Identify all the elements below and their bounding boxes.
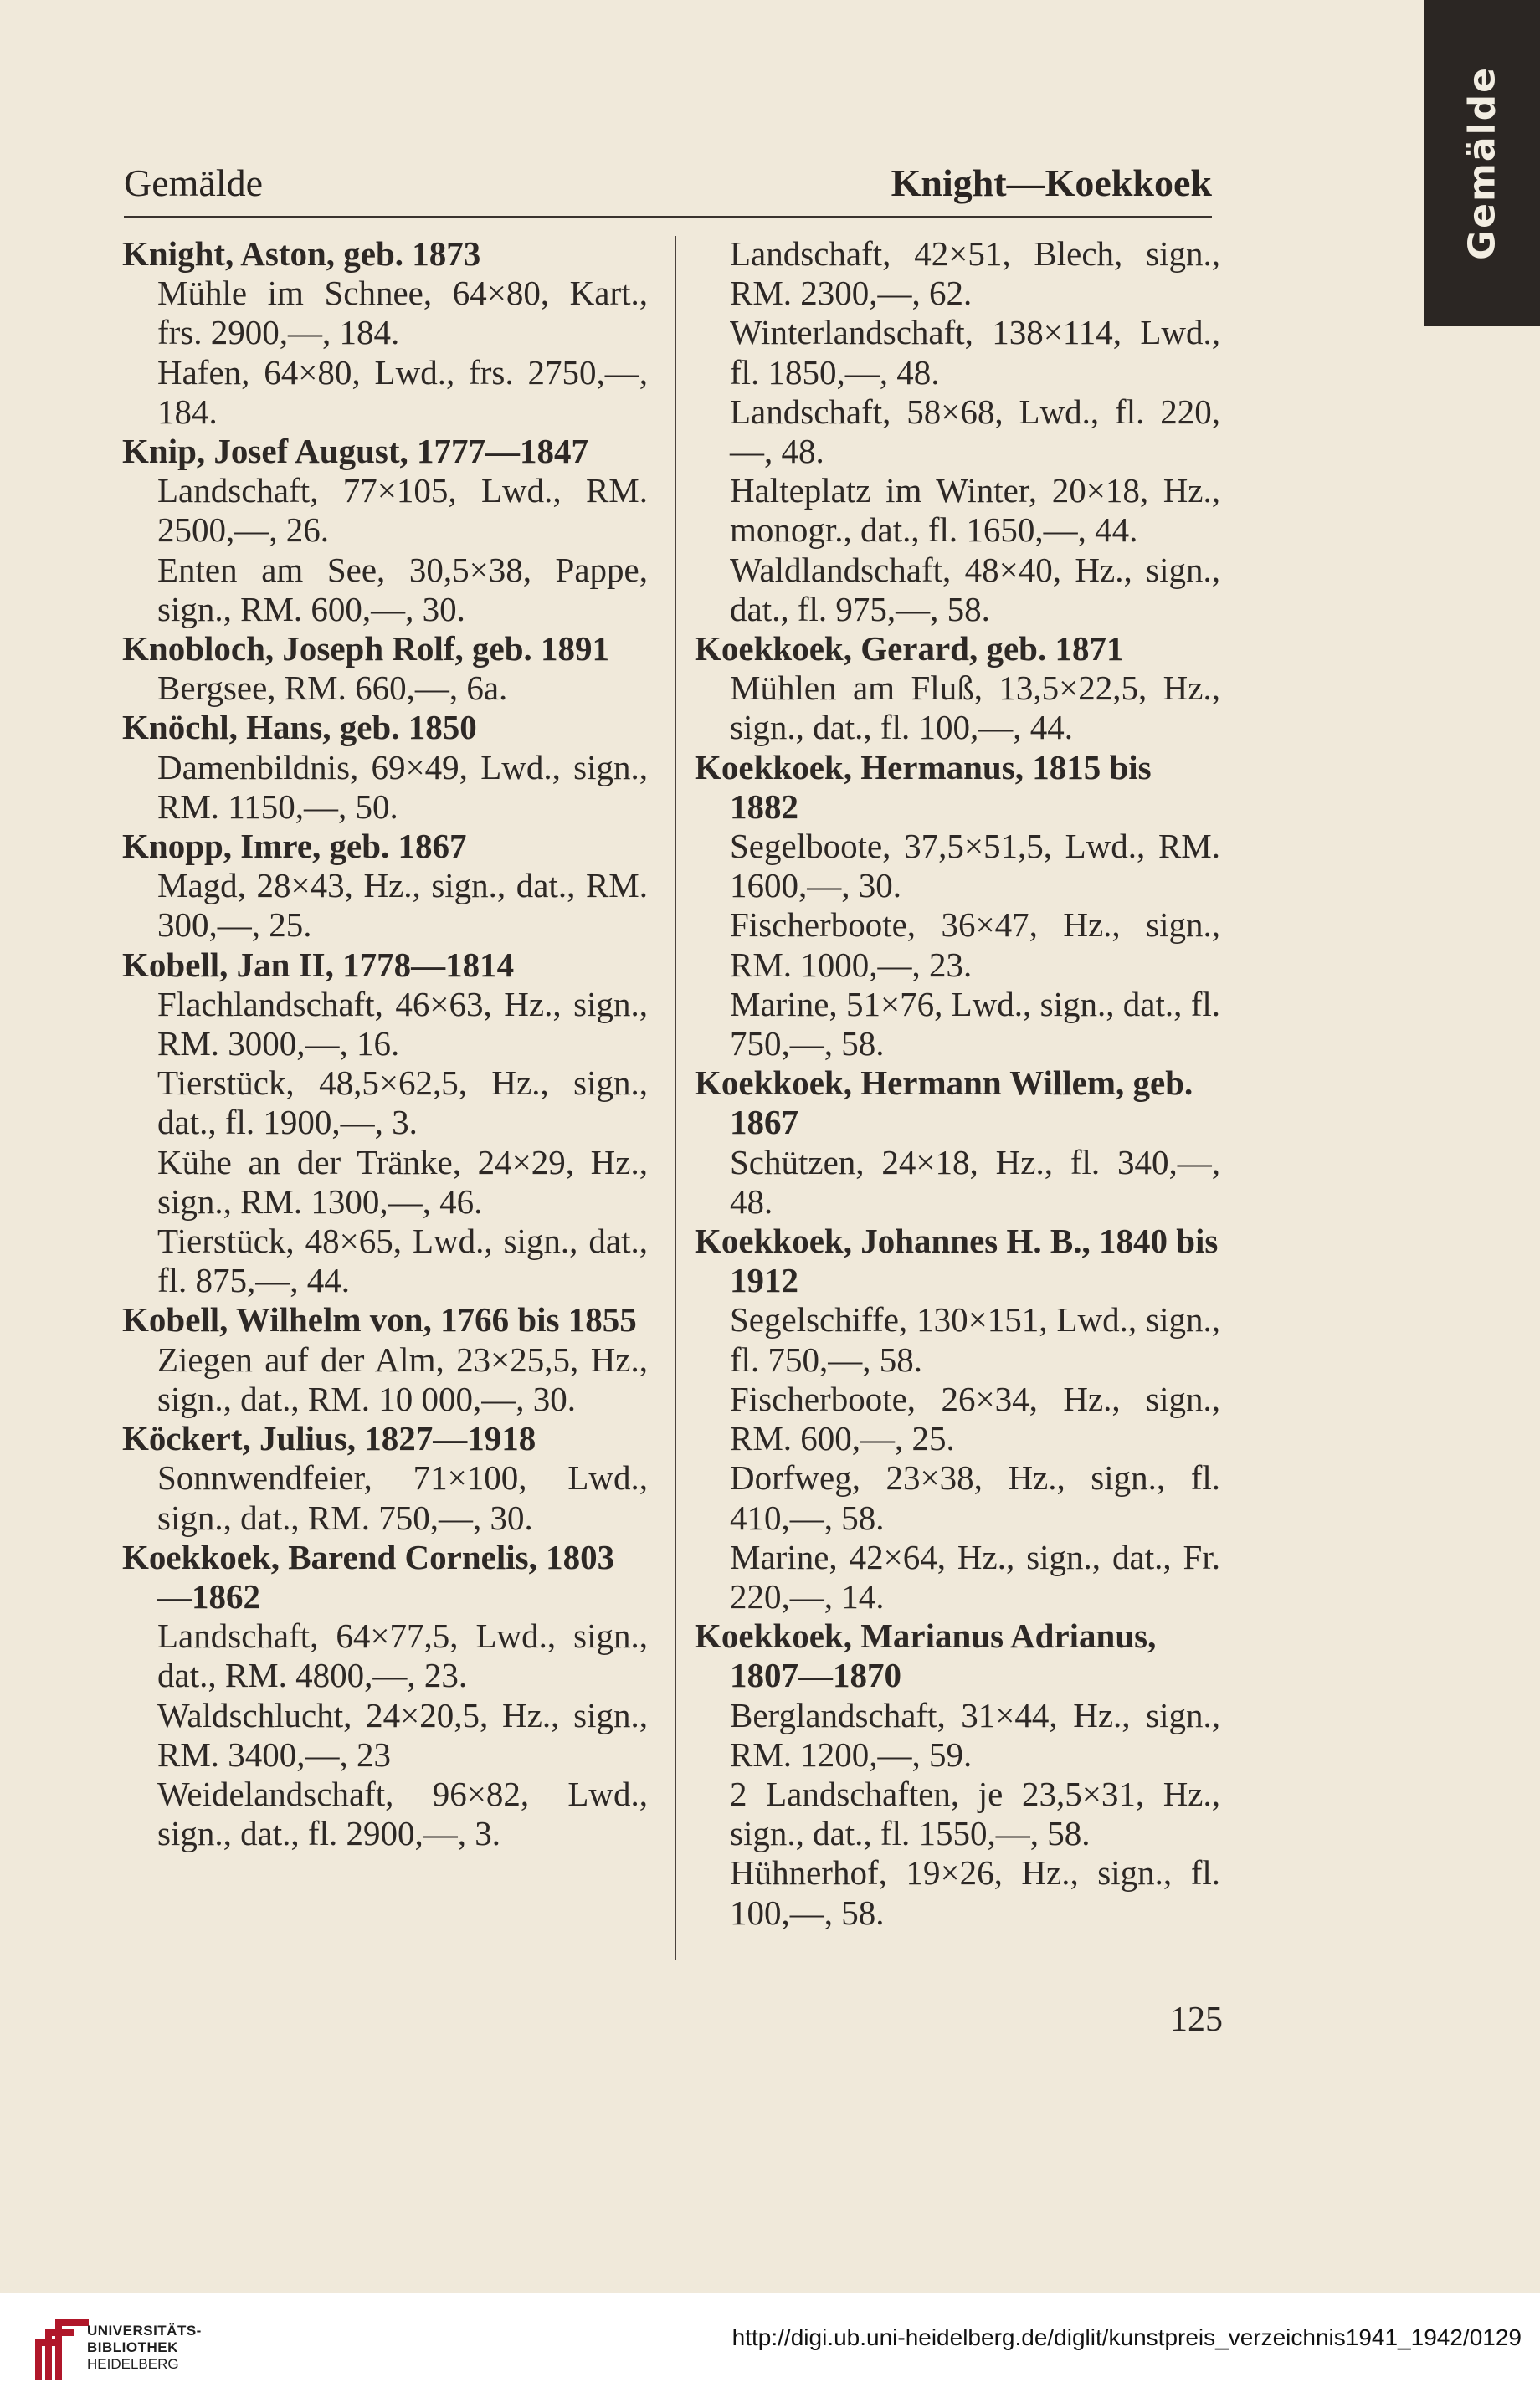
artwork-record: Marine, 42×64, Hz., sign., dat., Fr. 220,—, 14. xyxy=(730,1537,1220,1616)
artist-name: Koekkoek, Hermann Willem, geb. 1867 xyxy=(695,1063,1194,1142)
running-head-right: Knight—Koekkoek xyxy=(891,161,1212,204)
artwork-record: Landschaft, 77×105, Lwd., RM. 2500,—, 26. xyxy=(157,471,648,550)
artwork-record: Mühle im Schnee, 64×80, Kart., frs. 2900,—, 184. xyxy=(157,274,648,352)
page-number: 125 xyxy=(1170,2001,1223,2039)
artwork-record: 2 Landschaften, je 23,5×31, Hz., sign., dat., fl. 1550,—, 58. xyxy=(730,1774,1220,1853)
artwork-record: Tierstück, 48×65, Lwd., sign., dat., fl. 875,—, 44. xyxy=(157,1222,648,1300)
artwork-record: Fischerboote, 26×34, Hz., sign., RM. 600,—, 25. xyxy=(730,1379,1220,1458)
source-url-link[interactable]: http://digi.ub.uni-heidelberg.de/diglit/kunstpreis_verzeichnis1941_1942/0129 xyxy=(732,2324,1522,2350)
artwork-record: Ziegen auf der Alm, 23×25,5, Hz., sign., dat., RM. 10 000,—, 30. xyxy=(157,1340,648,1418)
library-name-line1: UNIVERSITÄTS- xyxy=(87,2323,202,2339)
artwork-record: Mühlen am Fluß, 13,5×22,5, Hz., sign., dat., fl. 100,—, 44. xyxy=(730,669,1220,747)
artist-name: Knobloch, Joseph Rolf, geb. 1891 xyxy=(122,629,610,669)
artist-entry xyxy=(695,748,1220,1064)
artist-entry xyxy=(122,432,648,629)
artwork-record: Schützen, 24×18, Hz., fl. 340,—, 48. xyxy=(730,1142,1220,1221)
artist-name: Koekkoek, Barend Cornelis, 1803—1862 xyxy=(122,1537,615,1616)
artist-entry xyxy=(695,629,1220,748)
artwork-record: Enten am See, 30,5×38, Pappe, sign., RM. 600,—, 30. xyxy=(157,550,648,628)
artwork-record: Bergsee, RM. 660,—, 6a. xyxy=(157,669,508,708)
artist-name: Knöchl, Hans, geb. 1850 xyxy=(122,708,477,747)
artist-name: Knight, Aston, geb. 1873 xyxy=(122,234,481,273)
artist-entry xyxy=(122,234,648,432)
artwork-record: Landschaft, 58×68, Lwd., fl. 220,—, 48. xyxy=(730,392,1220,471)
artist-name: Koekkoek, Gerard, geb. 1871 xyxy=(695,629,1124,669)
artist-entry xyxy=(122,708,648,827)
artwork-record: Weidelandschaft, 96×82, Lwd., sign., dat., fl. 2900,—, 3. xyxy=(157,1774,648,1853)
artist-entry xyxy=(695,1222,1220,1616)
artist-name: Kobell, Wilhelm von, 1766 bis 1855 xyxy=(122,1300,637,1340)
running-head-left: Gemälde xyxy=(124,161,264,204)
artwork-record: Sonnwendfeier, 71×100, Lwd., sign., dat., RM. 750,—, 30. xyxy=(157,1458,648,1537)
artist-entry xyxy=(695,1063,1220,1222)
artwork-record: Winterlandschaft, 138×114, Lwd., fl. 1850,—, 48. xyxy=(730,313,1220,392)
header-rule xyxy=(124,216,1212,218)
artwork-record: Halteplatz im Winter, 20×18, Hz., monogr., dat., fl. 1650,—, 44. xyxy=(730,471,1220,550)
artwork-record: Fischerboote, 36×47, Hz., sign., RM. 1000,—, 23. xyxy=(730,905,1220,984)
right-column xyxy=(695,234,1220,1933)
section-tab xyxy=(1424,0,1540,326)
library-name-line2: BIBLIOTHEK xyxy=(87,2339,178,2355)
artwork-record: Hafen, 64×80, Lwd., frs. 2750,—, 184. xyxy=(157,352,648,431)
artist-entry xyxy=(695,1616,1220,1933)
artist-name: Knopp, Imre, geb. 1867 xyxy=(122,827,467,866)
artwork-record: Landschaft, 42×51, Blech, sign., RM. 2300,—, 62. xyxy=(730,234,1220,313)
artwork-record: Flachlandschaft, 46×63, Hz., sign., RM. 3000,—, 16. xyxy=(157,984,648,1063)
artist-entry xyxy=(122,945,648,1301)
artwork-record: Segelschiffe, 130×151, Lwd., sign., fl. 750,—, 58. xyxy=(730,1300,1220,1379)
artwork-record: Kühe an der Tränke, 24×29, Hz., sign., RM. 1300,—, 46. xyxy=(157,1142,648,1221)
artwork-record: Marine, 51×76, Lwd., sign., dat., fl. 750,—, 58. xyxy=(730,984,1220,1063)
artwork-record: Damenbildnis, 69×49, Lwd., sign., RM. 1150,—, 50. xyxy=(157,747,648,826)
artist-entry xyxy=(122,1538,648,1854)
artwork-record: Tierstück, 48,5×62,5, Hz., sign., dat., fl. 1900,—, 3. xyxy=(157,1063,648,1142)
artist-name: Koekkoek, Johannes H. B., 1840 bis 1912 xyxy=(695,1222,1219,1300)
artwork-record: Dorfweg, 23×38, Hz., sign., fl. 410,—, 58. xyxy=(730,1458,1220,1537)
artwork-record: Waldlandschaft, 48×40, Hz., sign., dat., fl. 975,—, 58. xyxy=(730,550,1220,628)
artwork-record: Magd, 28×43, Hz., sign., dat., RM. 300,—, 25. xyxy=(157,866,648,945)
left-column xyxy=(122,234,648,1853)
library-name xyxy=(87,2323,202,2373)
artist-name: Köckert, Julius, 1827—1918 xyxy=(122,1419,536,1458)
artwork-record: Landschaft, 64×77,5, Lwd., sign., dat., RM. 4800,—, 23. xyxy=(157,1616,648,1695)
artwork-record: Segelboote, 37,5×51,5, Lwd., RM. 1600,—, 30. xyxy=(730,827,1220,905)
artist-entry xyxy=(122,1419,648,1538)
artist-name: Knip, Josef August, 1777—1847 xyxy=(122,432,589,471)
artwork-record: Hühnerhof, 19×26, Hz., sign., fl. 100,—, 58. xyxy=(730,1853,1220,1932)
column-divider xyxy=(675,236,676,1960)
library-name-line3: HEIDELBERG xyxy=(87,2356,179,2372)
artist-entry xyxy=(695,234,1220,629)
artwork-record: Waldschlucht, 24×20,5, Hz., sign., RM. 3400,—, 23 xyxy=(157,1695,648,1774)
artist-entry xyxy=(122,629,648,708)
artwork-record: Berglandschaft, 31×44, Hz., sign., RM. 1200,—, 59. xyxy=(730,1695,1220,1774)
artist-entry xyxy=(122,827,648,945)
artist-name: Koekkoek, Hermanus, 1815 bis 1882 xyxy=(695,747,1152,826)
artist-name: Koekkoek, Marianus Adrianus, 1807—1870 xyxy=(695,1616,1157,1695)
section-tab-label: Gemälde xyxy=(1460,66,1504,260)
artist-entry xyxy=(122,1300,648,1419)
artist-name: Kobell, Jan II, 1778—1814 xyxy=(122,945,515,984)
footer-bar xyxy=(0,2293,1540,2408)
